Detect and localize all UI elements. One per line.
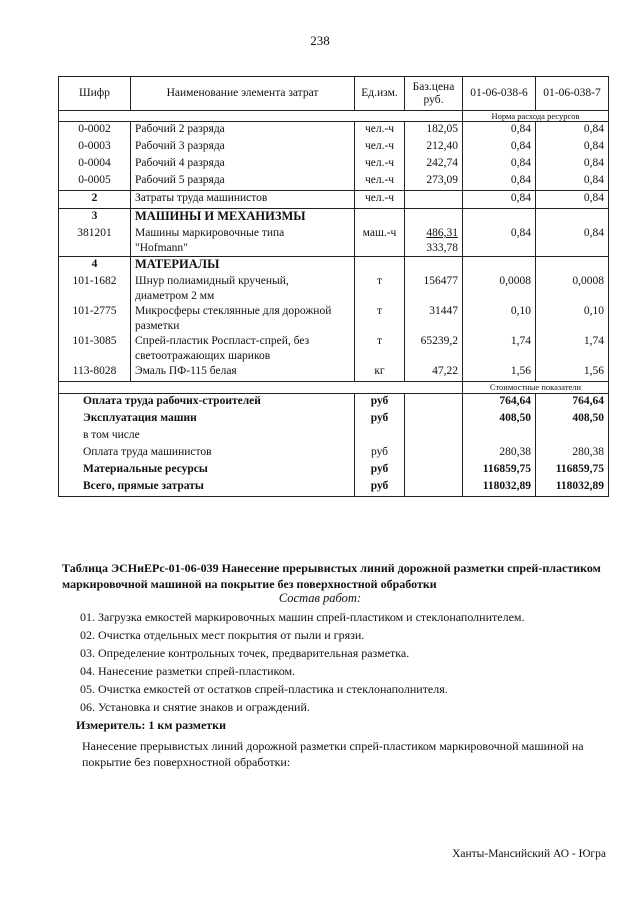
works-subtitle: Состав работ:	[278, 591, 362, 605]
total-unit: руб	[355, 462, 405, 479]
row-code: 101-1682	[59, 274, 131, 304]
row-value-2: 0,84	[536, 122, 609, 140]
row-value-2: 1,74	[536, 334, 609, 364]
row-value-1: 0,84	[463, 122, 536, 140]
row-code: 2	[59, 191, 131, 209]
row-code: 101-3085	[59, 334, 131, 364]
table-row	[59, 226, 609, 257]
header-base-price-l2: руб.	[423, 93, 444, 106]
row-unit: чел.-ч	[355, 191, 405, 209]
total-value-1: 764,64	[463, 394, 536, 412]
row-unit: чел.-ч	[355, 122, 405, 140]
header-name: Наименование элемента затрат	[131, 77, 355, 111]
work-item: 06. Установка и снятие знаков и ограждений.	[80, 700, 310, 714]
row-code: 0-0002	[59, 122, 131, 140]
row-value-1: 0,84	[463, 173, 536, 191]
row-value-2: 0,84	[536, 173, 609, 191]
table-row	[59, 173, 609, 191]
total-value-2	[536, 428, 609, 445]
row-unit: маш.-ч	[355, 226, 405, 257]
row-value-1: 0,10	[463, 304, 536, 334]
table-row	[59, 364, 609, 382]
total-value-1: 408,50	[463, 411, 536, 428]
row-name: Рабочий 4 разряда	[131, 156, 355, 173]
total-name: Эксплуатация машин	[59, 411, 355, 428]
table-row	[59, 191, 609, 209]
row-name: Эмаль ПФ-115 белая	[131, 364, 355, 382]
footer-region: Ханты-Мансийский АО - Югра	[452, 848, 606, 860]
row-value-1: 0,84	[463, 226, 536, 257]
total-value-2: 280,38	[536, 445, 609, 462]
row-name-line: Микросферы стеклянные для дорожной	[135, 305, 332, 317]
table-row	[59, 139, 609, 156]
header-col1: 01-06-038-6	[463, 77, 536, 111]
table-row	[59, 274, 609, 304]
row-name-line: Шнур полиамидный крученый,	[135, 275, 289, 287]
total-row	[59, 479, 609, 497]
row-value-2: 0,10	[536, 304, 609, 334]
total-value-1	[463, 428, 536, 445]
total-row	[59, 394, 609, 412]
row-price: 31447	[405, 304, 463, 334]
row-name-line: Машины маркировочные типа	[135, 227, 285, 239]
price-line: 486,31	[426, 227, 458, 239]
row-value-1: 1,56	[463, 364, 536, 382]
header-base-price	[405, 77, 463, 111]
header-code: Шифр	[59, 77, 131, 111]
row-name: Рабочий 5 разряда	[131, 173, 355, 191]
row-unit: т	[355, 334, 405, 364]
total-value-1: 280,38	[463, 445, 536, 462]
total-unit: руб	[355, 445, 405, 462]
row-price	[405, 226, 463, 257]
row-code: 381201	[59, 226, 131, 257]
total-name: Материальные ресурсы	[59, 462, 355, 479]
cost-label: Стоимостные показатели	[463, 382, 609, 394]
row-value-1: 0,0008	[463, 274, 536, 304]
row-value-1: 0,84	[463, 156, 536, 173]
total-unit	[355, 428, 405, 445]
row-value-1: 1,74	[463, 334, 536, 364]
row-name	[131, 226, 355, 257]
total-value-2: 118032,89	[536, 479, 609, 497]
work-item: 05. Очистка емкостей от остатков спрей-пластика и стеклонаполнителя.	[80, 682, 448, 696]
row-name-line: Спрей-пластик Роспласт-спрей, без	[135, 335, 310, 347]
row-name	[131, 334, 355, 364]
price-line: 333,78	[426, 242, 458, 254]
total-value-1: 118032,89	[463, 479, 536, 497]
table-header-row	[59, 77, 609, 111]
table-row	[59, 304, 609, 334]
cost-label-row	[59, 382, 609, 394]
header-base-price-l1: Баз.цена	[412, 80, 455, 93]
row-price: 156477	[405, 274, 463, 304]
total-name: Всего, прямые затраты	[59, 479, 355, 497]
row-code: 101-2775	[59, 304, 131, 334]
total-value-2: 408,50	[536, 411, 609, 428]
row-name-line: "Hofmann"	[135, 242, 188, 254]
row-value-2: 0,84	[536, 191, 609, 209]
row-name	[131, 274, 355, 304]
work-item: 01. Загрузка емкостей маркировочных машин спрей-пластиком и стеклонаполнителем.	[80, 610, 525, 624]
total-row	[59, 462, 609, 479]
page-number: 238	[310, 33, 330, 48]
row-value-1: 0,84	[463, 191, 536, 209]
row-name-line: диаметром 2 мм	[135, 290, 215, 302]
row-code: 113-8028	[59, 364, 131, 382]
row-name-line: светоотражающих шариков	[135, 350, 271, 362]
total-name: в том числе	[59, 428, 355, 445]
row-value-2: 0,84	[536, 156, 609, 173]
total-row	[59, 445, 609, 462]
section-row	[59, 257, 609, 275]
total-value-2: 116859,75	[536, 462, 609, 479]
row-value-2: 1,56	[536, 364, 609, 382]
meter-label: Измеритель: 1 км разметки	[76, 718, 227, 732]
norm-label: Норма расхода ресурсов	[463, 111, 609, 122]
row-code: 3	[59, 209, 131, 227]
row-name: Рабочий 3 разряда	[131, 139, 355, 156]
total-value-1: 116859,75	[463, 462, 536, 479]
total-name: Оплата труда машинистов	[59, 445, 355, 462]
total-unit: руб	[355, 479, 405, 497]
resource-table	[58, 76, 609, 497]
work-item: 03. Определение контрольных точек, предварительная разметка.	[80, 646, 410, 660]
header-unit: Ед.изм.	[355, 77, 405, 111]
row-value-2: 0,84	[536, 226, 609, 257]
total-value-2: 764,64	[536, 394, 609, 412]
row-unit: чел.-ч	[355, 173, 405, 191]
section-heading: МАШИНЫ И МЕХАНИЗМЫ	[131, 209, 355, 227]
row-price: 182,05	[405, 122, 463, 140]
row-unit: чел.-ч	[355, 156, 405, 173]
row-code: 0-0005	[59, 173, 131, 191]
row-unit: т	[355, 304, 405, 334]
row-value-1: 0,84	[463, 139, 536, 156]
row-price: 242,74	[405, 156, 463, 173]
total-unit: руб	[355, 394, 405, 412]
section-title: Таблица ЭСНиЕРс-01-06-039 Нанесение прерывистых линий дорожной разметки спрей-пластиком маркировочной машиной на покрытие без поверхностной обработки	[62, 561, 601, 591]
row-price: 47,22	[405, 364, 463, 382]
total-row	[59, 428, 609, 445]
row-price: 273,09	[405, 173, 463, 191]
row-price	[405, 191, 463, 209]
table-row	[59, 156, 609, 173]
total-row	[59, 411, 609, 428]
row-code: 0-0004	[59, 156, 131, 173]
total-name: Оплата труда рабочих-строителей	[59, 394, 355, 412]
header-col2: 01-06-038-7	[536, 77, 609, 111]
row-price: 212,40	[405, 139, 463, 156]
row-name: Затраты труда машинистов	[131, 191, 355, 209]
row-code: 4	[59, 257, 131, 275]
norm-label-row	[59, 111, 609, 122]
section-heading: МАТЕРИАЛЫ	[131, 257, 355, 275]
row-name	[131, 304, 355, 334]
table-row	[59, 122, 609, 140]
row-value-2: 0,0008	[536, 274, 609, 304]
row-name: Рабочий 2 разряда	[131, 122, 355, 140]
row-unit: кг	[355, 364, 405, 382]
row-code: 0-0003	[59, 139, 131, 156]
row-unit: т	[355, 274, 405, 304]
section-row	[59, 209, 609, 227]
section-description: Нанесение прерывистых линий дорожной разметки спрей-пластиком маркировочной машиной на покрытие без поверхностной обработки:	[82, 739, 584, 769]
work-item: 02. Очистка отдельных мест покрытия от пыли и грязи.	[80, 628, 365, 642]
row-unit: чел.-ч	[355, 139, 405, 156]
work-item: 04. Нанесение разметки спрей-пластиком.	[80, 664, 296, 678]
row-price: 65239,2	[405, 334, 463, 364]
row-value-2: 0,84	[536, 139, 609, 156]
row-name-line: разметки	[135, 320, 180, 332]
table-row	[59, 334, 609, 364]
total-unit: руб	[355, 411, 405, 428]
